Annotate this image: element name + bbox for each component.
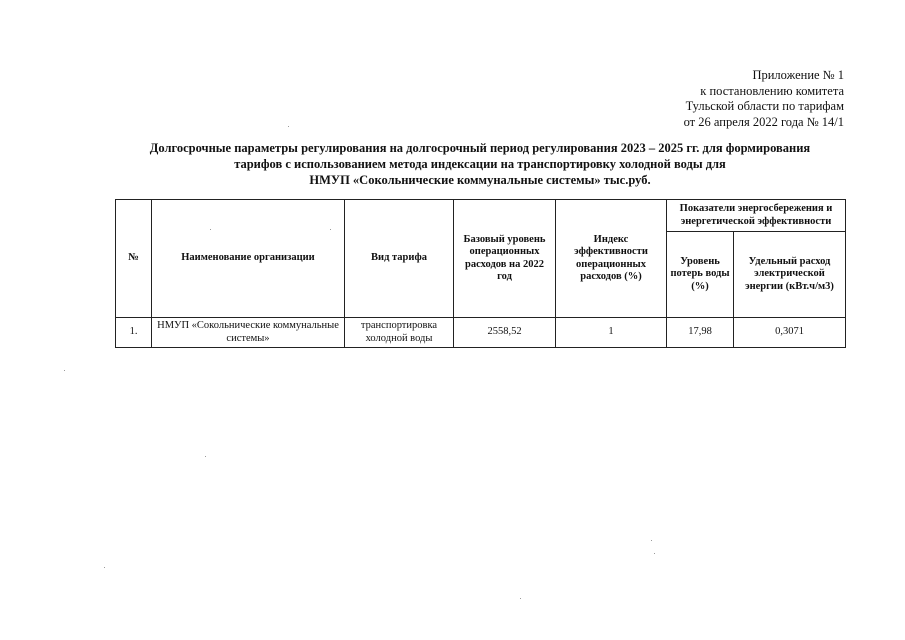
document-title xyxy=(120,140,840,188)
header-efficiency-index: Индекс эффективности операционных расходов (%) xyxy=(556,200,667,318)
title-line-3: НМУП «Сокольнические коммунальные системы» тыс.руб. xyxy=(309,173,651,187)
header-tariff-type: Вид тарифа xyxy=(345,200,454,318)
appendix-line-2: к постановлению комитета xyxy=(700,83,844,98)
cell-tariff-type: транспортировка холодной воды xyxy=(345,318,454,348)
title-line-1: Долгосрочные параметры регулирования на долгосрочный период регулирования 2023 – 2025 гг. для формирования xyxy=(149,141,811,155)
appendix-block xyxy=(684,68,844,130)
header-org-name: Наименование организации xyxy=(152,200,345,318)
appendix-line-1: Приложение № 1 xyxy=(752,68,844,82)
header-energy-group: Показатели энергосбережения и энергетической эффективности xyxy=(667,200,846,232)
cell-org-name: НМУП «Сокольнические коммунальные системы» xyxy=(152,318,345,348)
cell-specific-consumption: 0,3071 xyxy=(734,318,846,348)
appendix-line-3: Тульской области по тарифам xyxy=(685,99,844,113)
table-row xyxy=(116,318,846,348)
header-specific-consumption: Удельный расход электрической энергии (кВт.ч/м3) xyxy=(734,232,846,318)
header-loss-level: Уровень потерь воды (%) xyxy=(667,232,734,318)
title-line-2: тарифов с использованием метода индексации на транспортировку холодной воды для xyxy=(234,157,726,171)
cell-num: 1. xyxy=(116,318,152,348)
cell-loss-level: 17,98 xyxy=(667,318,734,348)
header-base-level: Базовый уровень операционных расходов на 2022 год xyxy=(454,200,556,318)
tariff-table xyxy=(115,199,846,348)
header-num: № xyxy=(116,200,152,318)
cell-efficiency-index: 1 xyxy=(556,318,667,348)
cell-base-level: 2558,52 xyxy=(454,318,556,348)
appendix-line-4: от 26 апреля 2022 года № 14/1 xyxy=(683,114,844,129)
